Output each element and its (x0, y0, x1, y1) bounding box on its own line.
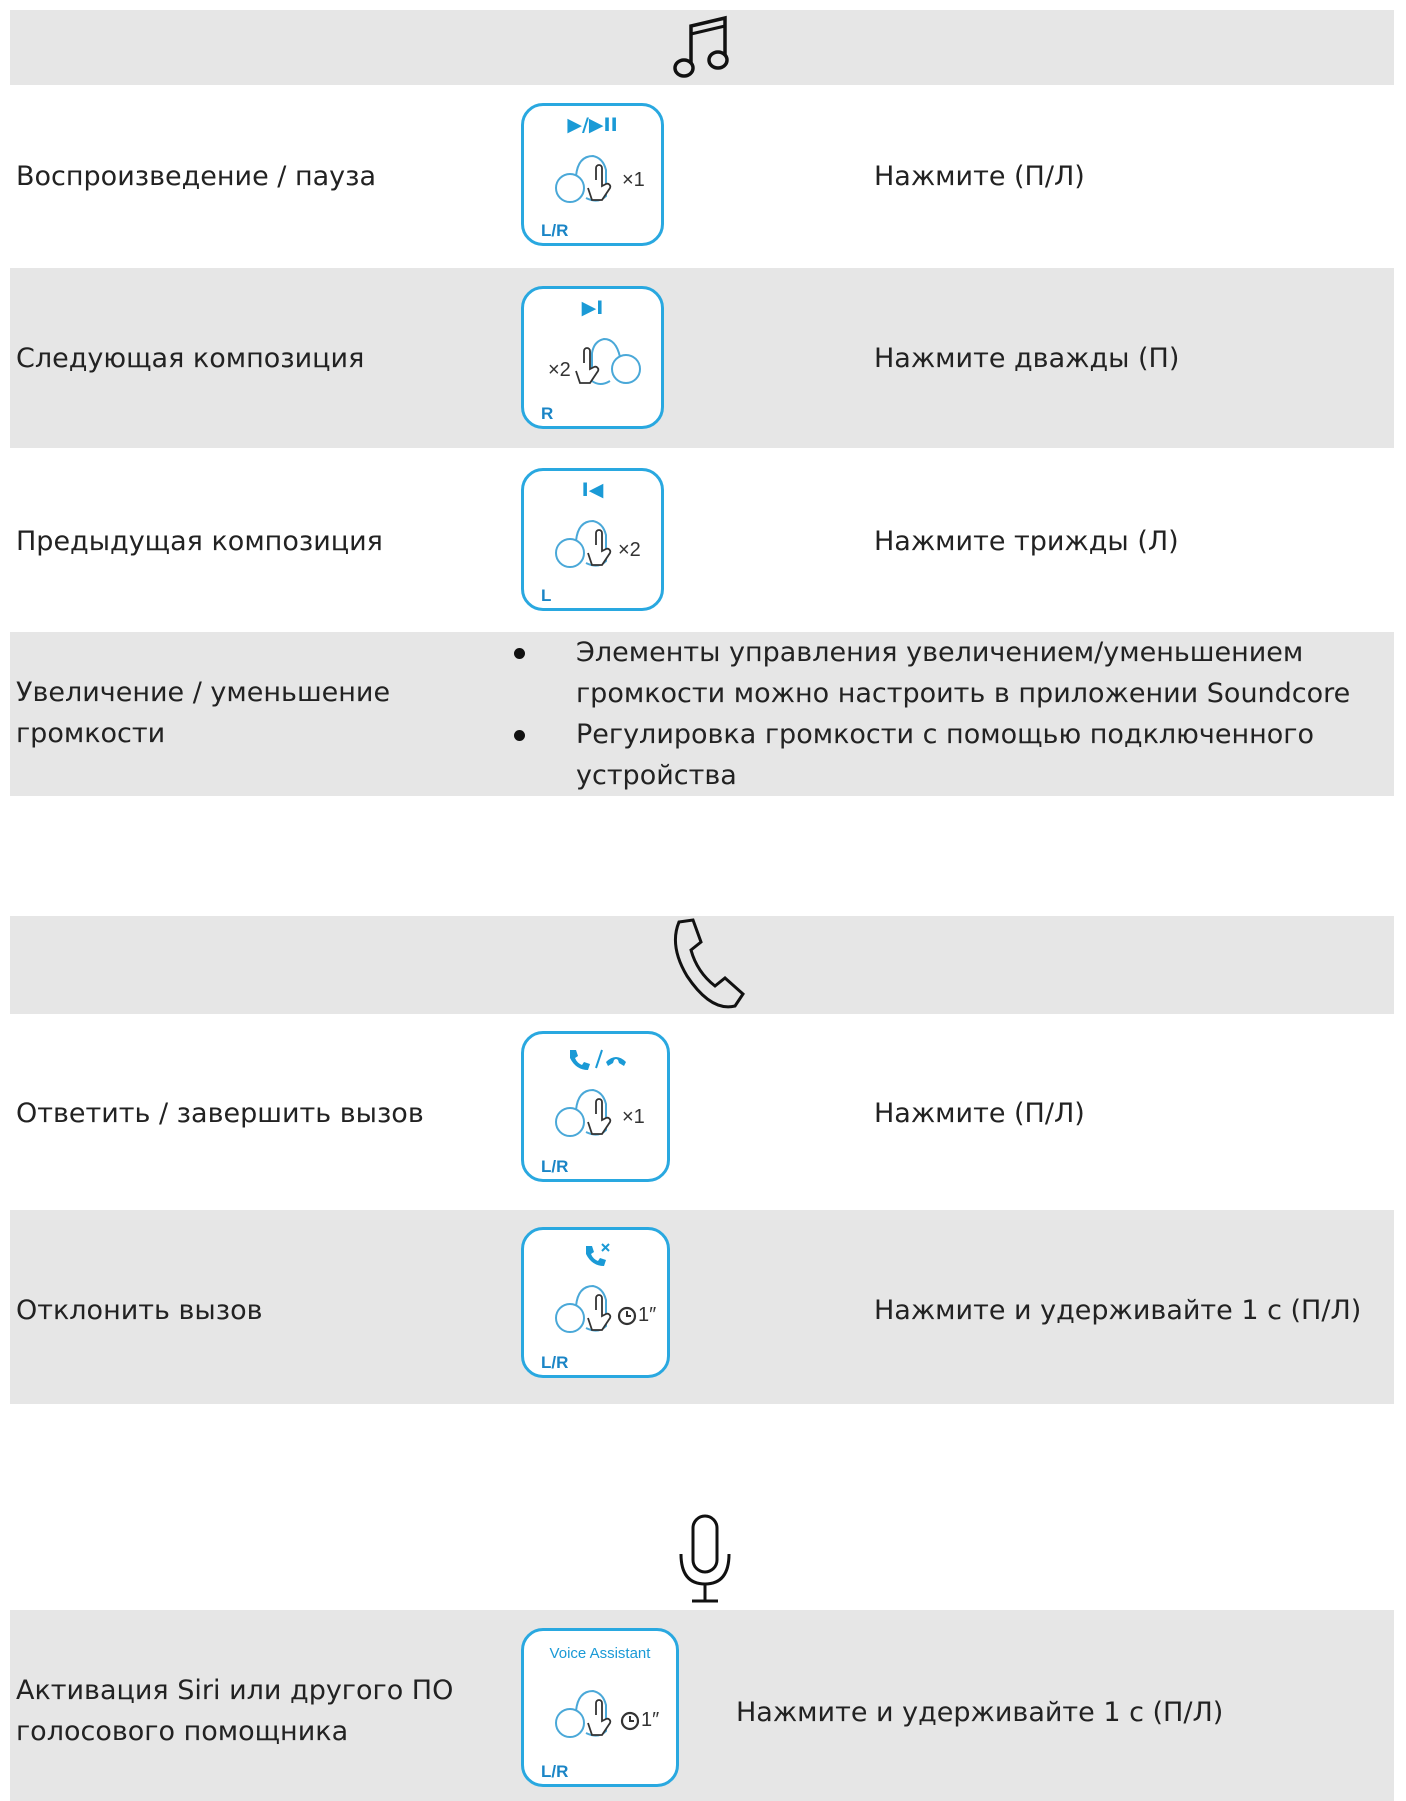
side-label: L/R (541, 1762, 569, 1781)
row-label-line: Активация Siri или другого ПО (16, 1675, 454, 1706)
list-item-text: Элементы управления увеличением/уменьшением громкости можно настроить в приложении Soundcore (576, 637, 1351, 709)
row-label: Предыдущая композиция (16, 526, 383, 557)
hold-duration: 1″ (641, 1709, 660, 1731)
play-pause-icon: ▶/▶II (567, 114, 618, 136)
answer-call-icon (564, 1046, 630, 1072)
clock-icon (617, 1306, 637, 1326)
row-action: Нажмите и удерживайте 1 с (П/Л) (874, 1295, 1362, 1326)
next-track-icon: ▶I (581, 297, 604, 319)
microphone-icon (676, 1514, 734, 1604)
gesture-card (521, 1628, 679, 1787)
row-label: Отклонить вызов (16, 1295, 263, 1326)
row-label (16, 672, 390, 754)
reject-call-icon (582, 1242, 612, 1268)
earbud-tap-icon (564, 329, 654, 399)
row-action: Нажмите дважды (П) (874, 343, 1180, 374)
row-action: Нажмите (П/Л) (874, 161, 1085, 192)
row-label: Ответить / завершить вызов (16, 1098, 424, 1129)
gesture-card (521, 286, 664, 429)
row-label (16, 1670, 453, 1752)
gesture-card (521, 1227, 670, 1378)
list-item (506, 714, 1386, 796)
side-label: L/R (541, 1353, 569, 1372)
row-label: Воспроизведение / пауза (16, 161, 377, 192)
row-action: Нажмите (П/Л) (874, 1098, 1085, 1129)
gesture-card (521, 1031, 670, 1182)
side-label: L (541, 586, 552, 605)
side-label: L/R (541, 1157, 569, 1176)
volume-bullet-list (506, 632, 1386, 796)
tap-count: ×2 (618, 539, 641, 561)
voice-assistant-label: Voice Assistant (549, 1645, 651, 1662)
list-item (506, 632, 1386, 714)
music-note-icon (673, 12, 735, 82)
row-action: Нажмите и удерживайте 1 с (П/Л) (736, 1697, 1224, 1728)
previous-track-icon: I◀ (581, 479, 604, 501)
bullet-icon (514, 648, 525, 659)
row-label-line: голосового помощника (16, 1716, 349, 1747)
row-label: Следующая композиция (16, 343, 365, 374)
phone-icon (665, 916, 745, 1010)
tap-count: ×2 (548, 359, 571, 381)
row-label-line: Увеличение / уменьшение (16, 677, 391, 708)
side-label: R (541, 404, 554, 423)
gesture-card (521, 468, 664, 611)
list-item-text: Регулировка громкости с помощью подключенного устройства (576, 719, 1314, 791)
tap-count: ×1 (622, 1106, 645, 1128)
row-label-line: громкости (16, 718, 166, 749)
gesture-card (521, 103, 664, 246)
clock-icon (620, 1711, 640, 1731)
bullet-icon (514, 730, 525, 741)
row-action: Нажмите трижды (Л) (874, 526, 1179, 557)
hold-duration: 1″ (638, 1304, 657, 1326)
tap-count: ×1 (622, 169, 645, 191)
side-label: L/R (541, 221, 569, 240)
